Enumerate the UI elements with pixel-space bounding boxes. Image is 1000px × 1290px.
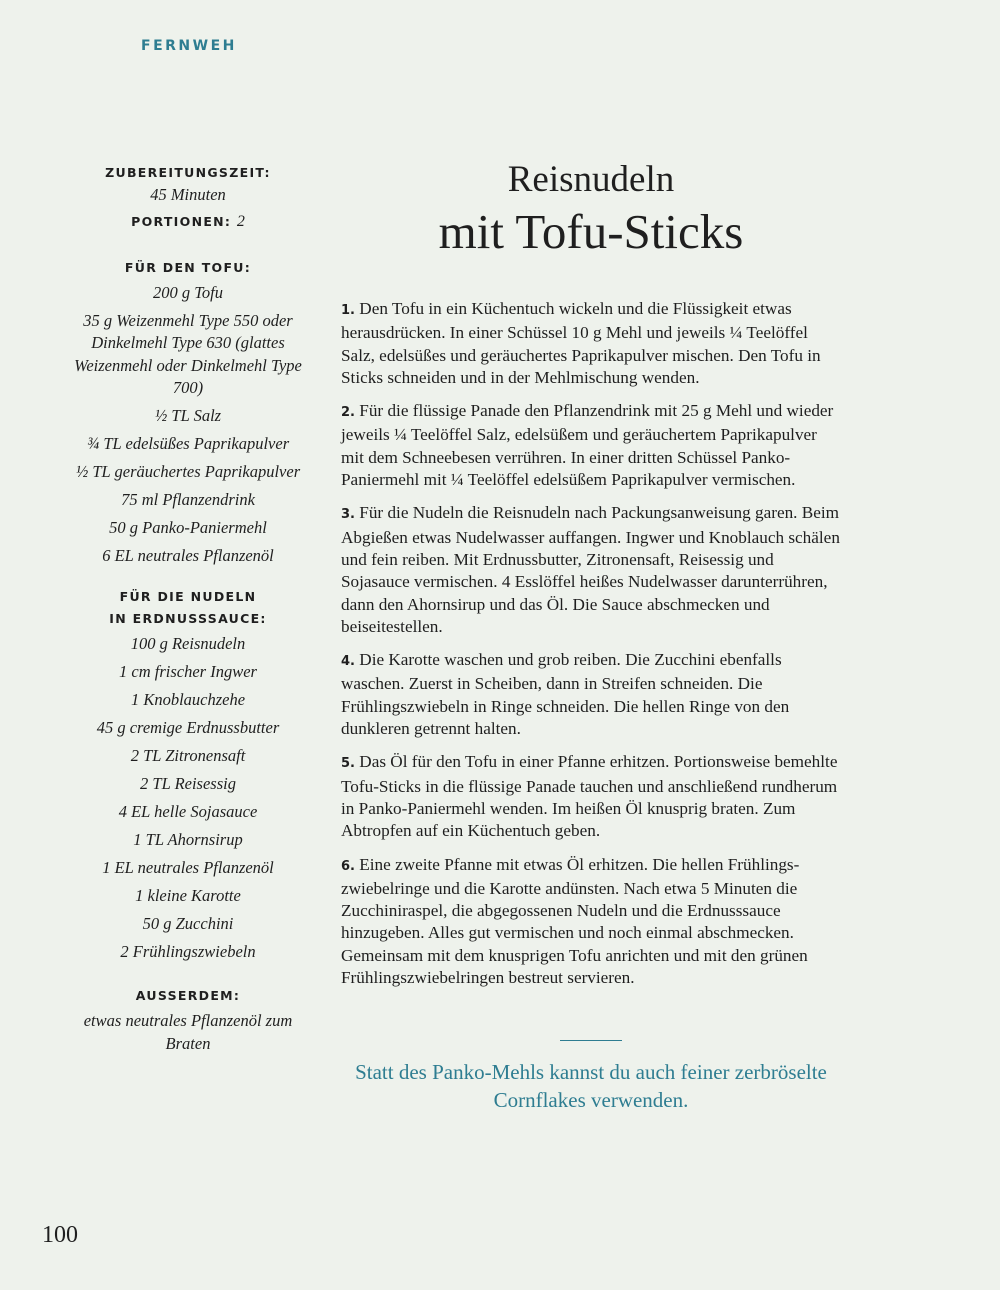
prep-time-label: ZUBEREITUNGSZEIT: [105, 165, 271, 180]
tip-text: Statt des Panko-Mehls kannst du auch feiner zerbröselte Cornflakes verwenden. [355, 1060, 827, 1112]
step-text: Für die flüssige Panade den Pflanzendrink mit 25 g Mehl und wieder jeweils ¼ Teelöffel Salz, edelsüßem und geräuchertem Paprikapulver mit dem Schneebesen verrühren. In einer dritten Schüssel Panko-Paniermehl mit ¼ Teelöffel edelsüßem Paprikapulver vermischen. [341, 401, 834, 490]
step-number: 4. [341, 654, 355, 670]
ingredients-sidebar [70, 162, 306, 1061]
title-line-1: Reisnudeln [507, 159, 675, 200]
ingredient-group [70, 586, 306, 964]
ingredient-item: 1 TL Ahornsirup [133, 829, 243, 849]
ingredient-item: ½ TL Salz [154, 406, 222, 425]
instruction-step [341, 298, 841, 389]
ingredient-item: etwas neutrales Pflanzenöl zum Braten [83, 1011, 293, 1053]
step-number: 6. [341, 858, 355, 874]
ingredient-item: ½ TL geräuchertes Paprikapulver [75, 462, 301, 481]
ingredient-item: 1 kleine Karotte [135, 885, 241, 905]
step-number: 5. [341, 756, 355, 772]
ingredient-item: 6 EL neutrales Pflanzenöl [102, 546, 274, 565]
ingredient-item: 50 g Panko-Paniermehl [109, 518, 267, 537]
ingredient-item: 1 cm frischer Ingwer [119, 661, 257, 681]
ingredient-group-heading: FÜR DEN TOFU: [124, 259, 252, 275]
step-text: Das Öl für den Tofu in einer Pfanne erhitzen. Portionsweise bemehlte Tofu-Sticks in die flüssige Panade tauchen und anschließend rundherum in Panko-Paniermehl wenden. Im heißen Öl knusprig braten. Zum Abtropfen auf ein Küchentuch geben. [341, 752, 838, 841]
ingredient-item: 1 EL neutrales Pflanzenöl [102, 857, 274, 877]
ingredient-group [70, 257, 306, 568]
step-text: Für die Nudeln die Reisnudeln nach Packungsanweisung garen. Beim Abgießen etwas Nudelwasser auffangen. Ingwer und Knoblauch schälen und fein reiben. Mit Erdnussbutter, Zitronensaft, Reisessig und Sojasauce vermischen. 4 Esslöffel heißes Nudelwasser darunterrühren, dann den Ahornsirup und das Öl. Die Sauce abschmecken und beiseitestellen. [341, 503, 840, 636]
recipe-title [341, 158, 841, 262]
step-text: Eine zweite Pfanne mit etwas Öl erhitzen. Die hellen Frühlingszwiebelringe und die Karotte andünsten. Nach etwa 5 Minuten die Zucchiniraspel, die abgegossenen Nudeln und die Erdnusssauce hinzugeben. Alles gut vermischen und noch einmal abschmecken. Gemeinsam mit dem knusprigen Tofu anrichten und mit den grünen Frühlingszwiebelringen bestreut servieren. [341, 854, 808, 988]
ingredient-group [70, 985, 306, 1055]
step-number: 1. [341, 303, 355, 318]
step-text: Den Tofu in ein Küchentuch wickeln und die Flüssigkeit etwas herausdrücken. In einer Schüssel 10 g Mehl und jeweils ¼ Teelöffel Salz, edelsüßes und geräuchertes Paprikapulver mischen. Den Tofu in Sticks schneiden und in der Mehlmischung wenden. [341, 299, 821, 387]
ingredient-item: 200 g Tofu [153, 282, 223, 302]
ingredient-group-heading: AUSSERDEM: [135, 988, 241, 1003]
ingredient-item: 2 TL Reisessig [140, 773, 236, 793]
ingredient-group-heading: IN ERDNUSSSAUCE: [109, 610, 267, 626]
step-text: Die Karotte waschen und grob reiben. Die Zucchini ebenfalls waschen. Zuerst in Scheiben, dann in Streifen schneiden. Die Frühlingszwiebeln in Ringe schneiden. Die hellen Ringe von den dunkleren getrennt halten. [341, 650, 790, 739]
section-header: FERNWEH [141, 38, 237, 54]
ingredient-item: 2 TL Zitronensaft [130, 745, 246, 765]
ingredient-group-heading: FÜR DIE NUDELN [119, 588, 257, 604]
portions-value: 2 [236, 212, 245, 230]
ingredient-item: 2 Frühlingszwiebeln [120, 941, 256, 961]
ingredient-item: ¾ TL edelsüßes Paprikapulver [86, 434, 290, 453]
instruction-step [341, 502, 841, 638]
instructions [341, 298, 841, 1000]
instruction-step [341, 854, 841, 990]
ingredient-item: 4 EL helle Sojasauce [118, 801, 258, 821]
page-number: 100 [42, 1222, 78, 1248]
ingredient-groups [70, 257, 306, 1056]
tip-divider [560, 1040, 622, 1041]
prep-time-value: 45 Minuten [150, 185, 226, 204]
portions [70, 211, 306, 233]
ingredient-item: 50 g Zucchini [142, 913, 234, 933]
portions-label: PORTIONEN: [131, 213, 232, 229]
instruction-step [341, 751, 841, 842]
ingredient-item: 100 g Reisnudeln [130, 633, 246, 653]
instruction-step [341, 649, 841, 740]
ingredient-item: 1 Knoblauchzehe [130, 689, 246, 709]
ingredient-item: 75 ml Pflanzendrink [121, 490, 255, 509]
title-line-2: mit Tofu-Sticks [438, 204, 744, 259]
instruction-step [341, 400, 841, 491]
step-number: 3. [341, 507, 355, 523]
ingredient-item: 45 g cremige Erdnussbutter [96, 717, 280, 737]
step-number: 2. [341, 405, 355, 421]
ingredient-item: 35 g Weizenmehl Type 550 oder Dinkelmehl Type 630 (glattes Weizenmehl oder Dinkelmehl Type 700) [74, 310, 302, 397]
